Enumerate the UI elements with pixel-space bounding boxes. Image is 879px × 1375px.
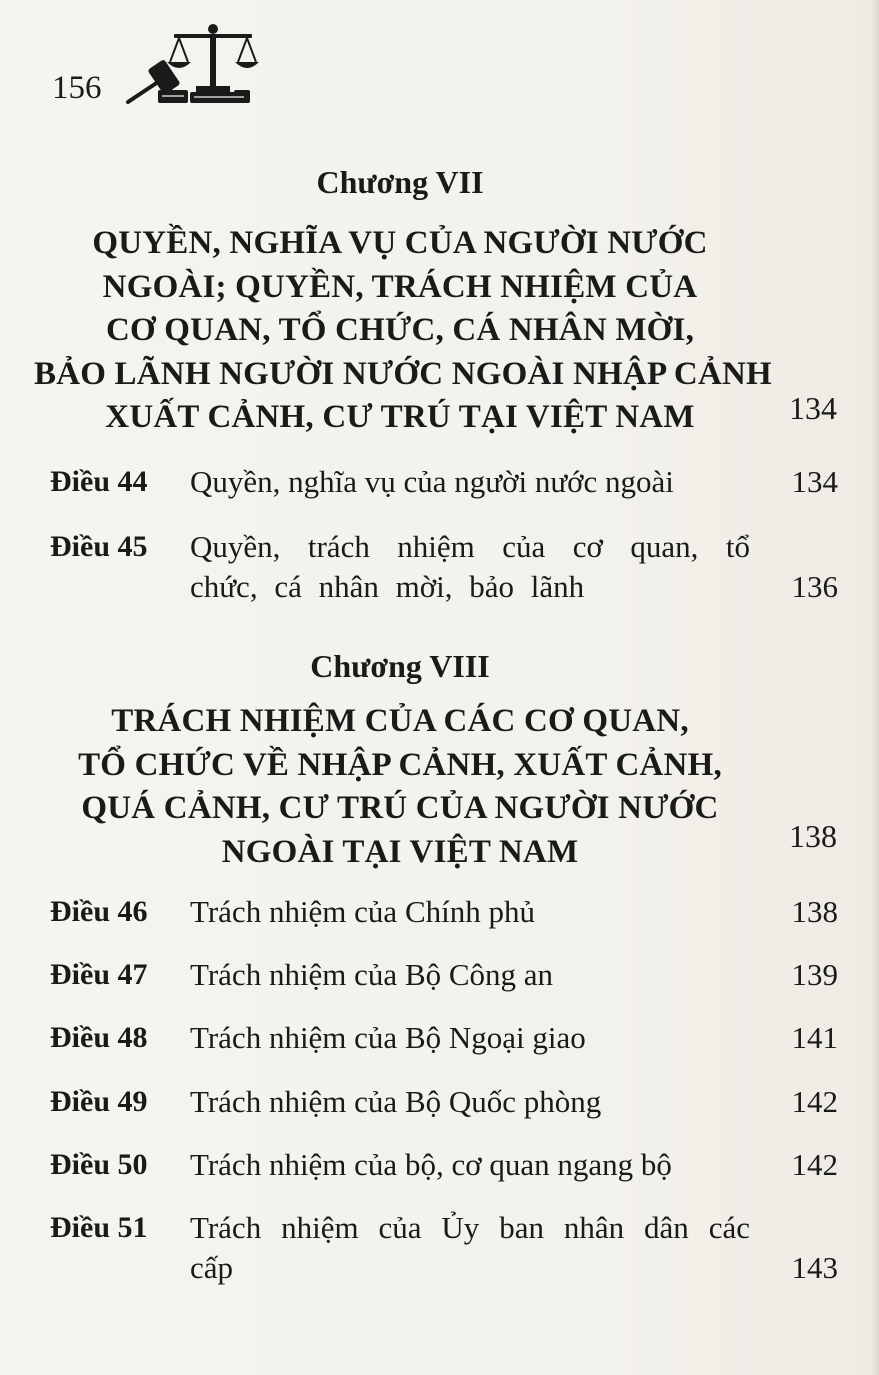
toc-entry bbox=[50, 462, 840, 502]
scales-and-gavel-icon bbox=[124, 20, 262, 106]
heading-line: NGOÀI TẠI VIỆT NAM bbox=[221, 833, 579, 870]
article-title: Trách nhiệm của bộ, cơ quan ngang bộ bbox=[190, 1147, 672, 1182]
article-page: 143 bbox=[791, 1250, 838, 1285]
chapter-7-title: Chương VII bbox=[316, 164, 484, 200]
article-page: 141 bbox=[791, 1020, 838, 1055]
article-page: 134 bbox=[791, 464, 838, 499]
chapter-8-page: 138 bbox=[789, 818, 837, 854]
heading-line: QUYỀN, NGHĨA VỤ CỦA NGƯỜI NƯỚC bbox=[92, 225, 708, 261]
toc-entry bbox=[50, 1208, 840, 1288]
heading-line: NGOÀI; QUYỀN, TRÁCH NHIỆM CỦA bbox=[102, 268, 698, 305]
toc-entry bbox=[50, 955, 840, 995]
chapter-7-page: 134 bbox=[789, 390, 837, 426]
heading-line: BẢO LÃNH NGƯỜI NƯỚC NGOÀI NHẬP CẢNH bbox=[34, 355, 772, 392]
toc-entry bbox=[50, 527, 840, 607]
article-label: Điều 50 bbox=[50, 1148, 148, 1181]
heading-line: XUẤT CẢNH, CƯ TRÚ TẠI VIỆT NAM bbox=[105, 399, 695, 435]
article-title: Trách nhiệm của Bộ Quốc phòng bbox=[190, 1084, 602, 1119]
article-title: Trách nhiệm của Bộ Ngoại giao bbox=[190, 1020, 586, 1055]
article-label: Điều 44 bbox=[50, 465, 148, 498]
article-page: 139 bbox=[791, 957, 838, 992]
article-label: Điều 45 bbox=[50, 530, 148, 563]
heading-line: TỔ CHỨC VỀ NHẬP CẢNH, XUẤT CẢNH, bbox=[78, 746, 722, 783]
article-title: Trách nhiệm của Bộ Công an bbox=[190, 957, 554, 992]
article-label: Điều 46 bbox=[50, 895, 148, 928]
chapter-7-heading bbox=[34, 222, 772, 440]
article-title: Trách nhiệm của Chính phủ bbox=[190, 894, 535, 929]
chapter-8-title: Chương VIII bbox=[310, 648, 490, 684]
page-number: 156 bbox=[52, 70, 102, 106]
toc-entry bbox=[50, 892, 840, 932]
toc-entry bbox=[50, 1082, 840, 1122]
article-title: Quyền, nghĩa vụ của người nước ngoài bbox=[190, 464, 674, 499]
heading-line: CƠ QUAN, TỔ CHỨC, CÁ NHÂN MỜI, bbox=[105, 312, 695, 348]
toc-entry bbox=[50, 1018, 840, 1058]
article-title: Trách nhiệm của Ủy ban nhân dân các cấp bbox=[190, 1210, 750, 1285]
article-title: Quyền, trách nhiệm của cơ quan, tổ chức, cá nhân mời, bảo lãnh bbox=[190, 529, 750, 604]
toc-entry bbox=[50, 1145, 840, 1185]
article-page: 142 bbox=[791, 1084, 838, 1119]
chapter-8-heading bbox=[40, 700, 760, 874]
heading-line: QUÁ CẢNH, CƯ TRÚ CỦA NGƯỜI NƯỚC bbox=[81, 790, 719, 826]
article-page: 142 bbox=[791, 1147, 838, 1182]
article-label: Điều 51 bbox=[50, 1211, 148, 1244]
article-page: 138 bbox=[791, 894, 838, 929]
article-page: 136 bbox=[791, 569, 838, 604]
article-label: Điều 49 bbox=[50, 1085, 148, 1118]
article-label: Điều 47 bbox=[50, 958, 148, 991]
page-edge bbox=[871, 0, 879, 1375]
heading-line: TRÁCH NHIỆM CỦA CÁC CƠ QUAN, bbox=[111, 703, 689, 739]
article-label: Điều 48 bbox=[50, 1021, 148, 1054]
